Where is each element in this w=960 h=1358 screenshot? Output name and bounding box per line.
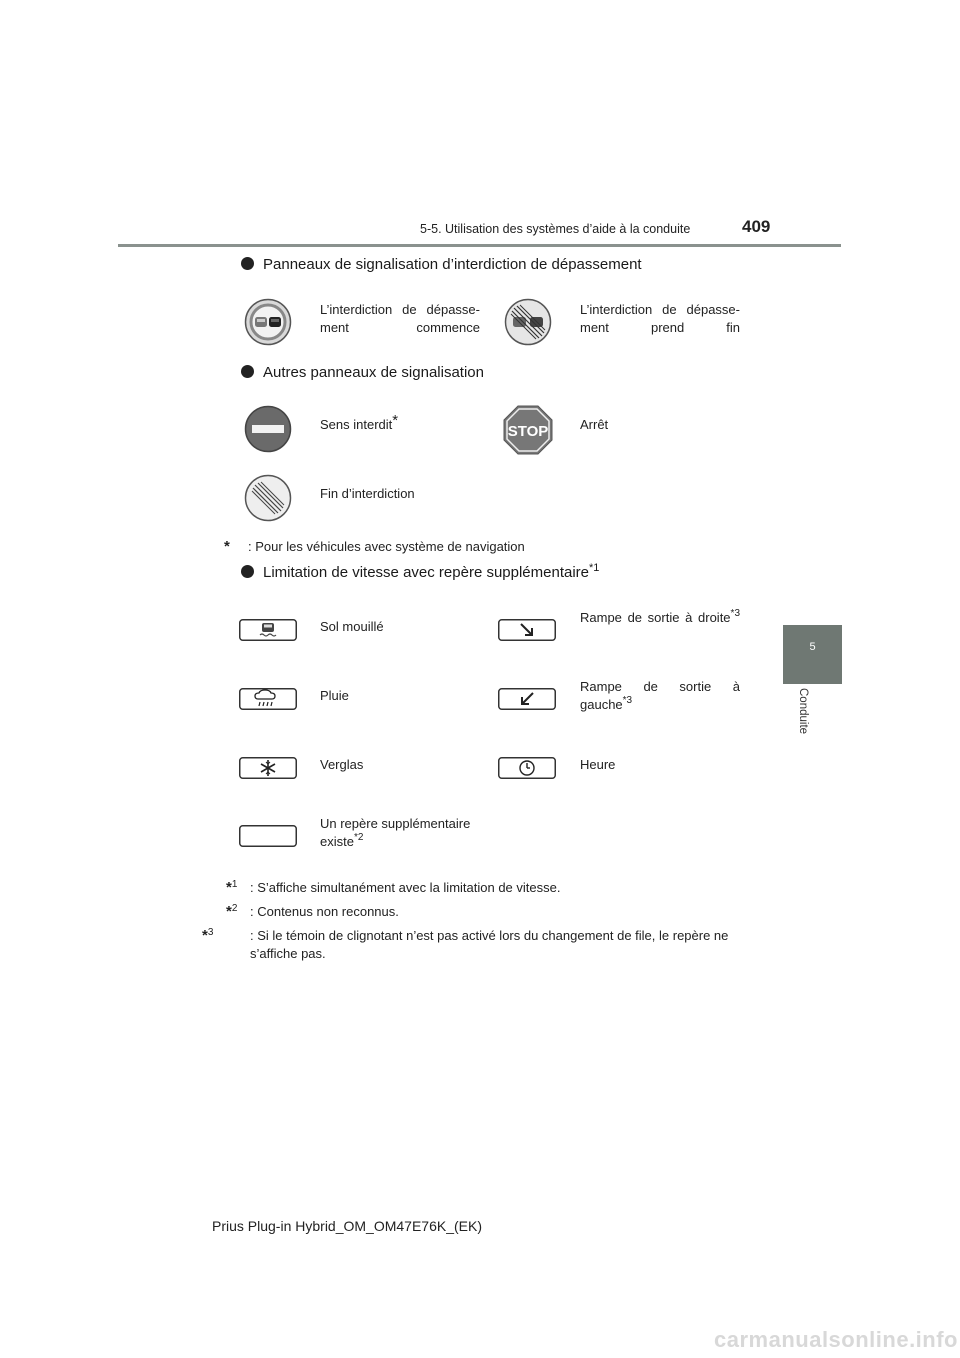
footnote-1: *$^1$ : S’affiche simultanément avec la limitation de vitesse.: [226, 879, 561, 896]
label-rain: Pluie: [320, 688, 349, 703]
chapter-label: Conduite: [797, 688, 809, 735]
page-number: 409: [742, 217, 771, 236]
chapter-number: 5: [809, 641, 816, 653]
label-no-entry: Sens interdit*: [320, 412, 399, 432]
clock-plate-icon: [498, 757, 556, 779]
wet-road-plate-icon: [239, 619, 297, 641]
label-additional-plate: Un repère supplémentaire existe$^{*2}$: [320, 816, 471, 849]
bullet-icon: [241, 565, 254, 578]
svg-text:STOP: STOP: [507, 423, 549, 440]
exit-right-plate-icon: [498, 619, 556, 641]
label-overtaking-start: L’interdiction de dépasse-ment commence: [320, 302, 480, 335]
bullet-icon: [241, 257, 254, 270]
watermark: carmanualsonline.info: [714, 1327, 958, 1352]
bullet-icon: [241, 365, 254, 378]
label-end-of-restriction: Fin d’interdiction: [320, 486, 415, 501]
label-ice: Verglas: [320, 757, 364, 772]
label-overtaking-end: L’interdiction de dépasse-ment prend fin: [580, 302, 740, 335]
label-time: Heure: [580, 757, 616, 772]
end-of-restriction-sign-icon: [244, 474, 292, 522]
exit-left-plate-icon: [498, 688, 556, 710]
label-wet-road: Sol mouillé: [320, 619, 384, 634]
header-divider: [118, 244, 841, 247]
ice-plate-icon: [239, 757, 297, 779]
footnote-navigation: * : Pour les véhicules avec système de navigation: [224, 538, 525, 555]
rain-plate-icon: [239, 688, 297, 710]
no-entry-sign-icon: [244, 405, 292, 453]
footnote-2: *$^2$ : Contenus non reconnus.: [226, 903, 399, 920]
heading-overtaking: Panneaux de signalisation d’interdiction de dépassement: [241, 256, 642, 273]
label-exit-left: Rampe de sortie à gauche$^{*3}$: [580, 679, 740, 712]
document-footer: Prius Plug-in Hybrid_OM_OM47E76K_(EK): [212, 1218, 482, 1234]
label-exit-right: Rampe de sortie à droite$^{*3}$: [580, 608, 740, 625]
label-stop: Arrêt: [580, 417, 609, 432]
heading-other-signs: Autres panneaux de signalisation: [241, 364, 484, 381]
footnote-3: *$^3$ : Si le témoin de clignotant n’est pas activé lors du changement de file, le repère ne s’affiche pas.: [202, 927, 729, 961]
section-title: 5-5. Utilisation des systèmes d’aide à la conduite: [420, 222, 691, 236]
heading-speed-limit: Limitation de vitesse avec repère supplémentaire$^{*1}$: [241, 564, 599, 581]
blank-plate-icon: [239, 825, 297, 847]
stop-sign-icon: [503, 405, 553, 455]
end-no-overtaking-sign-icon: [504, 298, 552, 346]
no-overtaking-sign-icon: [244, 298, 292, 346]
chapter-tab[interactable]: [783, 625, 842, 684]
